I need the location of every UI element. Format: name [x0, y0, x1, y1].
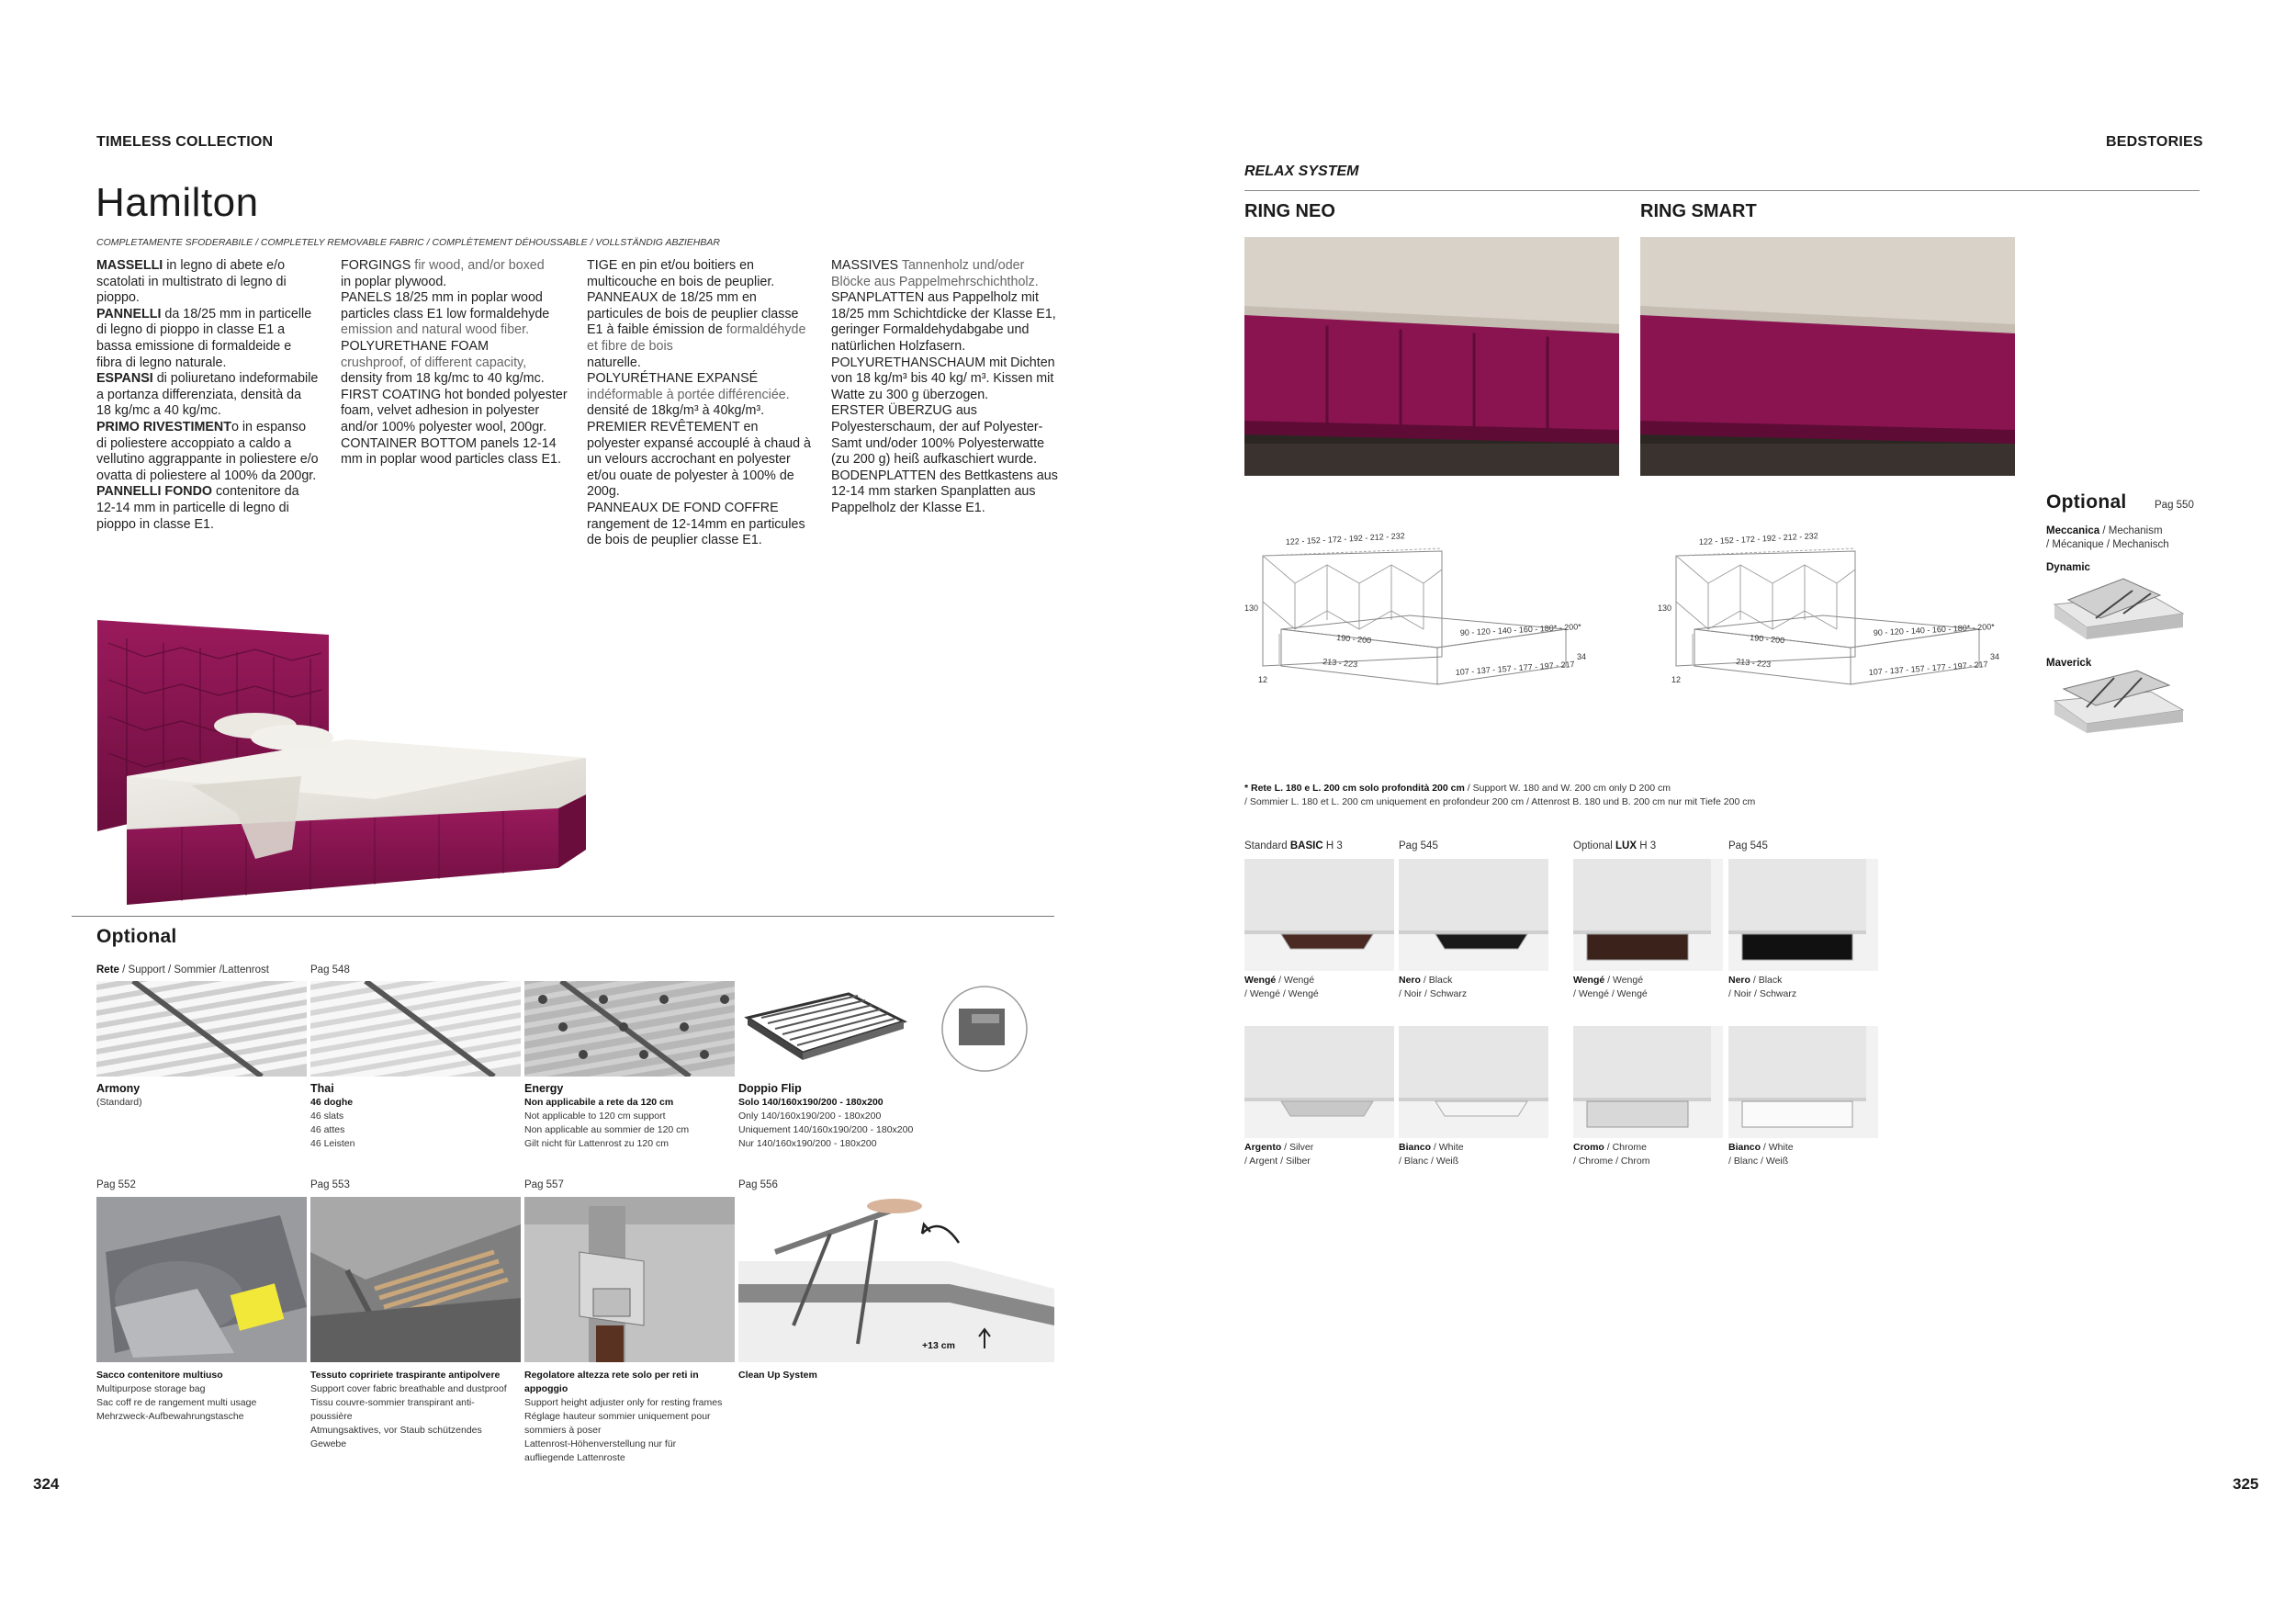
desc-paragraph [341, 436, 568, 468]
bed-photo [72, 602, 1054, 914]
slat-line: Gilt nicht für Lattenrost zu 120 cm [524, 1138, 669, 1149]
extra-name: Sacco contenitore multiuso [96, 1370, 223, 1381]
optional-page-ref: Pag 550 [2155, 500, 2194, 511]
rete-label: Rete / Support / Sommier /Lattenrost [96, 964, 269, 976]
desc-text: di poliuretano indeformabile a portanza differenziata, densità da 18 kg/mc a 40 kg/mc. [96, 371, 319, 419]
foot-finish-image [1573, 859, 1723, 971]
foot-finish-caption [1728, 974, 1875, 1001]
slat-line: Nur 140/160x190/200 - 180x200 [738, 1138, 877, 1149]
storage-bag-image [96, 1197, 307, 1362]
foot-finish-translation-2: / Wengé / Wengé [1244, 988, 1319, 999]
desc-paragraph [587, 420, 815, 501]
extra-line: Gewebe [310, 1438, 347, 1449]
desc-paragraph [341, 339, 568, 355]
foot-finish-translation: / Wengé [1276, 975, 1315, 986]
mechanism-maverick-image [2050, 669, 2188, 733]
slat-armony-caption [96, 1082, 303, 1110]
desc-text: in poplar plywood. [341, 274, 447, 289]
foot-finish-image [1399, 859, 1548, 971]
slat-support [558, 1022, 568, 1032]
desc-term: PRIMO RIVESTIMENT [96, 419, 231, 434]
dim-top-widths: 122 - 152 - 172 - 192 - 212 - 232 [1285, 531, 1406, 547]
product-title: Hamilton [96, 180, 259, 225]
dust-cover-image [310, 1197, 521, 1362]
desc-paragraph [587, 371, 815, 388]
slat-name: Thai [310, 1082, 334, 1095]
dim-headboard-height: 130 [1658, 603, 1672, 613]
slat-name: Energy [524, 1082, 564, 1095]
slat-line: Not applicable to 120 cm support [524, 1111, 666, 1122]
desc-paragraph [341, 355, 568, 372]
extra-line: aufliegende Lattenroste [524, 1452, 625, 1463]
foot-finish-name: Wengé [1244, 975, 1277, 986]
slat-support [639, 1050, 648, 1059]
slat-support [619, 1022, 628, 1032]
desc-paragraph [831, 403, 1061, 468]
ring-neo-drawing [1244, 528, 1630, 694]
desc-column-it [96, 258, 319, 533]
desc-text: da 18/25 mm in particelle di legno di pioppo in classe E1 a bassa emissione di formaldeide e fibra di legno naturale. [96, 306, 312, 370]
basic-feet-label: Standard BASIC H 3 [1244, 840, 1343, 851]
desc-term: PANNELLI FONDO [96, 484, 213, 500]
desc-text: PANNEAUX de 18/25 mm en particules de bois de peuplier classe E1 à faible émission de [587, 290, 799, 338]
extra-pag-553: Pag 553 [310, 1179, 350, 1190]
desc-text: SPANPLATTEN aus Pappelholz mit 18/25 mm Schichtdicke der Klasse E1, geringer Formaldehydabgabe und natürlichen Holzfasern. [831, 290, 1056, 354]
desc-text-light: emission and natural wood fiber. [341, 322, 530, 338]
desc-paragraph [831, 355, 1061, 404]
collection-header: TIMELESS COLLECTION [96, 134, 274, 150]
desc-text: FORGINGS [341, 258, 415, 273]
foot-finish-translation: / Black [1420, 975, 1453, 986]
desc-text: PANELS 18/25 mm in poplar wood particles class E1 low formaldehyde [341, 290, 550, 321]
slat-support [700, 1050, 709, 1059]
foot-finish-name: Nero [1728, 975, 1750, 986]
foot-finish-caption [1244, 1141, 1391, 1168]
foot-finish-name: Argento [1244, 1142, 1282, 1153]
foot-finish-image [1728, 859, 1878, 971]
foot-finish-name: Bianco [1399, 1142, 1432, 1153]
slat-bar [96, 981, 307, 985]
slat-energy-caption [524, 1082, 734, 1151]
desc-text: FIRST COATING hot bonded polyester foam, velvet adhesion in polyester and/or 100% polyester wool, 200gr. [341, 387, 568, 434]
lux-feet-label: Optional LUX H 3 [1573, 840, 1657, 851]
desc-text-light: crushproof, of different capacity, [341, 355, 527, 370]
desc-column-fr [587, 258, 815, 549]
extra-line: Tissu couvre-sommier transpirant anti- [310, 1397, 475, 1408]
foot-finish-translation: / White [1431, 1142, 1464, 1153]
slat-line: Non applicable au sommier de 120 cm [524, 1124, 690, 1135]
dim-top-widths: 122 - 152 - 172 - 192 - 212 - 232 [1698, 531, 1819, 547]
desc-text: POLYURETHANSCHAUM mit Dichten von 18 kg/m³ bis 40 kg/ m³. Kissen mit Watte zu 300 g überzogen. [831, 355, 1055, 402]
desc-paragraph [341, 275, 568, 291]
desc-text-light: indéformable à portée différenciée. [587, 387, 790, 402]
desc-text: PREMIER REVÊTEMENT en polyester expansé accouplé à chaud à un velours accrochant en polyester et/ou ouate de polyester à 100% de 200g. [587, 419, 812, 500]
slat-name: Armony [96, 1082, 141, 1095]
extra-line: Support height adjuster only for resting frames [524, 1397, 723, 1408]
dim-width-total: 107 - 137 - 157 - 177 - 197 - 217 [1455, 659, 1575, 677]
slat-support [680, 1022, 689, 1032]
foot-finish-translation: / Silver [1281, 1142, 1314, 1153]
desc-text: POLYURETHANE FOAM [341, 338, 489, 354]
ring-smart-photo [1640, 237, 2015, 476]
dim-foot-height: 12 [1671, 675, 1682, 684]
desc-text: o in espanso di poliestere accoppiato a caldo a vellutino aggrappante in poliestere e/o ovatta di poliestere al 100% da 200gr. [96, 419, 319, 483]
clean-up-caption [738, 1369, 948, 1382]
slat-line: (Standard) [96, 1097, 142, 1108]
foot-finish-translation: / Black [1750, 975, 1783, 986]
desc-text-light: formaldéhyde et fibre de bois [587, 322, 806, 354]
desc-paragraph [587, 388, 815, 404]
foot-finish-caption [1573, 974, 1720, 1001]
extra-pag-552: Pag 552 [96, 1179, 136, 1190]
dim-foot-height: 12 [1258, 675, 1268, 684]
slat-doppio-flip-image [738, 981, 1054, 1077]
divider-right [1244, 190, 2200, 191]
dim-width-front: 90 - 120 - 140 - 160 - 180* - 200* [1459, 622, 1582, 637]
foot-finish-translation-2: / Chrome / Chrom [1573, 1156, 1650, 1167]
clean-up-system-image [738, 1197, 1054, 1362]
slat-sub: 46 doghe [310, 1097, 354, 1108]
dim-headboard-height: 130 [1244, 603, 1259, 613]
rete-page-ref: Pag 548 [310, 964, 350, 976]
optional-title-left: Optional [96, 926, 177, 947]
extra-name: Regolatore altezza rete solo per reti in appoggio [524, 1370, 699, 1394]
slat-bar [524, 981, 735, 985]
size-note: * Rete L. 180 e L. 200 cm solo profondità 200 cm / Support W. 180 and W. 200 cm only D 200 cm / Sommier L. 180 et L. 200 cm uniquement en profondeur 200 cm / Attenrost B. 180 und B. 200 cm nur mit Tiefe 200 cm [1244, 783, 1756, 807]
desc-paragraph [96, 371, 319, 420]
ring-smart-drawing [1658, 528, 2043, 694]
slat-line: 46 Leisten [310, 1138, 355, 1149]
height-adjuster-caption [524, 1369, 734, 1465]
mechanism-dynamic-label: Dynamic [2046, 562, 2090, 573]
extra-line: Multipurpose storage bag [96, 1383, 206, 1394]
desc-paragraph [341, 258, 568, 275]
desc-text-light: Blöcke aus Pappelmehrschichtholz. [831, 274, 1039, 289]
desc-term: ESPANSI [96, 371, 153, 387]
desc-term: MASSELLI [96, 258, 163, 273]
storage-bag-caption [96, 1369, 306, 1424]
foot-finish-translation: / Chrome [1604, 1142, 1647, 1153]
desc-text: ERSTER ÜBERZUG aus Polyesterschaum, der auf Polyester-Samt und/oder 100% Polyesterwatte (zu 200 g) heiß aufkaschiert wurde. [831, 403, 1045, 468]
extra-line: Mehrzweck-Aufbewahrungstasche [96, 1411, 244, 1422]
desc-paragraph [341, 290, 568, 339]
foot-finish-name: Cromo [1573, 1142, 1604, 1153]
product-subtitle: COMPLETAMENTE SFODERABILE / COMPLETELY REMOVABLE FABRIC / COMPLÈTEMENT DÉHOUSSABLE / VOLLSTÄNDIG ABZIEHBAR [96, 237, 720, 248]
foot-finish-translation-2: / Argent / Silber [1244, 1156, 1311, 1167]
slat-line: 46 attes [310, 1124, 345, 1135]
desc-paragraph [831, 290, 1061, 355]
foot-finish-caption [1399, 974, 1546, 1001]
foot-finish-caption [1399, 1141, 1546, 1168]
mechanism-maverick-label: Maverick [2046, 658, 2092, 669]
slat-support [599, 995, 608, 1004]
slat-support [538, 995, 547, 1004]
desc-paragraph [96, 484, 319, 533]
extra-line: Sac coff re de rangement multi usage [96, 1397, 257, 1408]
desc-paragraph [341, 371, 568, 388]
desc-text: TIGE en pin et/ou boitiers en multicouche en bois de peuplier. [587, 258, 775, 289]
slat-armony-image [96, 981, 307, 1077]
slat-sub: Solo 140/160x190/200 - 180x200 [738, 1097, 884, 1108]
dim-length: 213 - 223 [1735, 657, 1772, 670]
slat-support [659, 995, 669, 1004]
desc-text: densité de 18kg/m³ à 40kg/m³. [587, 403, 765, 419]
extra-name: Tessuto copririete traspirante antipolvere [310, 1370, 501, 1381]
desc-text: contenitore da 12-14 mm in particelle di legno di pioppo in classe E1. [96, 484, 299, 532]
foot-finish-translation-2: / Noir / Schwarz [1728, 988, 1797, 999]
extra-pag-556: Pag 556 [738, 1179, 778, 1190]
desc-column-de [831, 258, 1061, 517]
mechanism-dynamic-image [2050, 577, 2188, 639]
slat-thai-caption [310, 1082, 517, 1151]
extra-line: Lattenrost-Höhenverstellung nur für [524, 1438, 677, 1449]
slat-line: Only 140/160x190/200 - 180x200 [738, 1111, 882, 1122]
ring-neo-title: RING NEO [1244, 201, 1335, 221]
desc-paragraph [831, 258, 1061, 275]
foot-finish-translation-2: / Blanc / Weiß [1728, 1156, 1789, 1167]
desc-paragraph [831, 468, 1061, 517]
lux-feet-page-ref: Pag 545 [1728, 840, 1768, 851]
slat-energy-image [524, 981, 735, 1077]
extra-line: Support cover fabric breathable and dustproof [310, 1383, 507, 1394]
desc-paragraph [587, 403, 815, 420]
desc-text: PANNEAUX DE FOND COFFRE rangement de 12-14mm en particules de bois de peuplier classe E1. [587, 500, 805, 548]
desc-text-light: fir wood, and/or boxed [414, 258, 545, 273]
desc-paragraph [587, 258, 815, 290]
desc-text-light: Tannenholz und/oder [901, 258, 1025, 273]
foot-finish-caption [1728, 1141, 1875, 1168]
slat-bar [310, 981, 521, 985]
slat-thai-image [310, 981, 521, 1077]
foot-finish-image [1244, 1026, 1394, 1138]
slat-line: 46 slats [310, 1111, 344, 1122]
foot-finish-translation-2: / Blanc / Weiß [1399, 1156, 1459, 1167]
extra-name: Clean Up System [738, 1370, 817, 1381]
brand-header: BEDSTORIES [2106, 134, 2203, 150]
mechanism-label: Meccanica / Mechanism / Mécanique / Mechanisch [2046, 525, 2169, 550]
desc-paragraph [96, 420, 319, 484]
foot-finish-image [1728, 1026, 1878, 1138]
slat-doppio-flip-caption [738, 1082, 948, 1151]
page-number-right: 325 [2233, 1475, 2259, 1493]
ring-smart-title: RING SMART [1640, 201, 1757, 221]
dim-side-height: 34 [1577, 652, 1587, 661]
foot-finish-translation: / Wengé [1604, 975, 1644, 986]
foot-finish-caption [1573, 1141, 1720, 1168]
desc-text: in legno di abete e/o scatolati in multistrato di legno di pioppo. [96, 258, 287, 306]
desc-text: MASSIVES [831, 258, 902, 273]
dust-cover-caption [310, 1369, 520, 1451]
slat-name: Doppio Flip [738, 1082, 802, 1095]
foot-finish-name: Nero [1399, 975, 1421, 986]
dim-width-total: 107 - 137 - 157 - 177 - 197 - 217 [1868, 659, 1988, 677]
basic-feet-page-ref: Pag 545 [1399, 840, 1438, 851]
extra-pag-557: Pag 557 [524, 1179, 564, 1190]
clean-up-height-badge: +13 cm [922, 1340, 955, 1351]
height-adjuster-image [524, 1197, 735, 1362]
slat-sub: Non applicabile a rete da 120 cm [524, 1097, 674, 1108]
foot-finish-image [1399, 1026, 1548, 1138]
desc-paragraph [96, 307, 319, 371]
desc-text: BODENPLATTEN des Bettkastens aus 12-14 mm starken Spanplatten aus Pappelholz der Klasse E1. [831, 468, 1058, 515]
dim-width-front: 90 - 120 - 140 - 160 - 180* - 200* [1873, 622, 1996, 637]
desc-text: naturelle. [587, 355, 641, 370]
page-number-left: 324 [33, 1475, 60, 1493]
extra-line: Atmungsaktives, vor Staub schützendes [310, 1425, 482, 1436]
foot-finish-name: Wengé [1573, 975, 1605, 986]
desc-paragraph [587, 501, 815, 549]
ring-neo-photo [1244, 237, 1619, 476]
divider-left [72, 916, 1054, 917]
desc-text: POLYURÉTHANE EXPANSÉ [587, 371, 759, 387]
foot-finish-caption [1244, 974, 1391, 1001]
optional-title-right: Optional [2046, 491, 2127, 513]
desc-paragraph [831, 275, 1061, 291]
slat-bar [524, 1043, 735, 1077]
desc-paragraph [587, 290, 815, 355]
desc-text: CONTAINER BOTTOM panels 12-14 mm in poplar wood particles class E1. [341, 435, 561, 468]
dim-side-height: 34 [1990, 652, 2000, 661]
foot-finish-image [1244, 859, 1394, 971]
extra-line: sommiers à poser [524, 1425, 602, 1436]
foot-finish-translation-2: / Wengé / Wengé [1573, 988, 1648, 999]
foot-finish-translation: / White [1761, 1142, 1794, 1153]
desc-paragraph [587, 355, 815, 372]
slat-support [579, 1050, 588, 1059]
desc-paragraph [341, 388, 568, 436]
dim-depth: 190 - 200 [1749, 633, 1785, 646]
dim-depth: 190 - 200 [1335, 633, 1372, 646]
extra-line: Réglage hauteur sommier uniquement pour [524, 1411, 711, 1422]
slat-support [720, 995, 729, 1004]
foot-finish-image [1573, 1026, 1723, 1138]
slat-line: Uniquement 140/160x190/200 - 180x200 [738, 1124, 914, 1135]
foot-finish-name: Bianco [1728, 1142, 1761, 1153]
foot-finish-translation-2: / Noir / Schwarz [1399, 988, 1468, 999]
slat-bar [96, 1043, 307, 1077]
relax-system-title: RELAX SYSTEM [1244, 164, 1359, 179]
desc-column-en [341, 258, 568, 468]
extra-line: poussière [310, 1411, 353, 1422]
desc-paragraph [96, 258, 319, 307]
desc-term: PANNELLI [96, 306, 162, 321]
dim-length: 213 - 223 [1322, 657, 1358, 670]
desc-text: density from 18 kg/mc to 40 kg/mc. [341, 371, 545, 387]
